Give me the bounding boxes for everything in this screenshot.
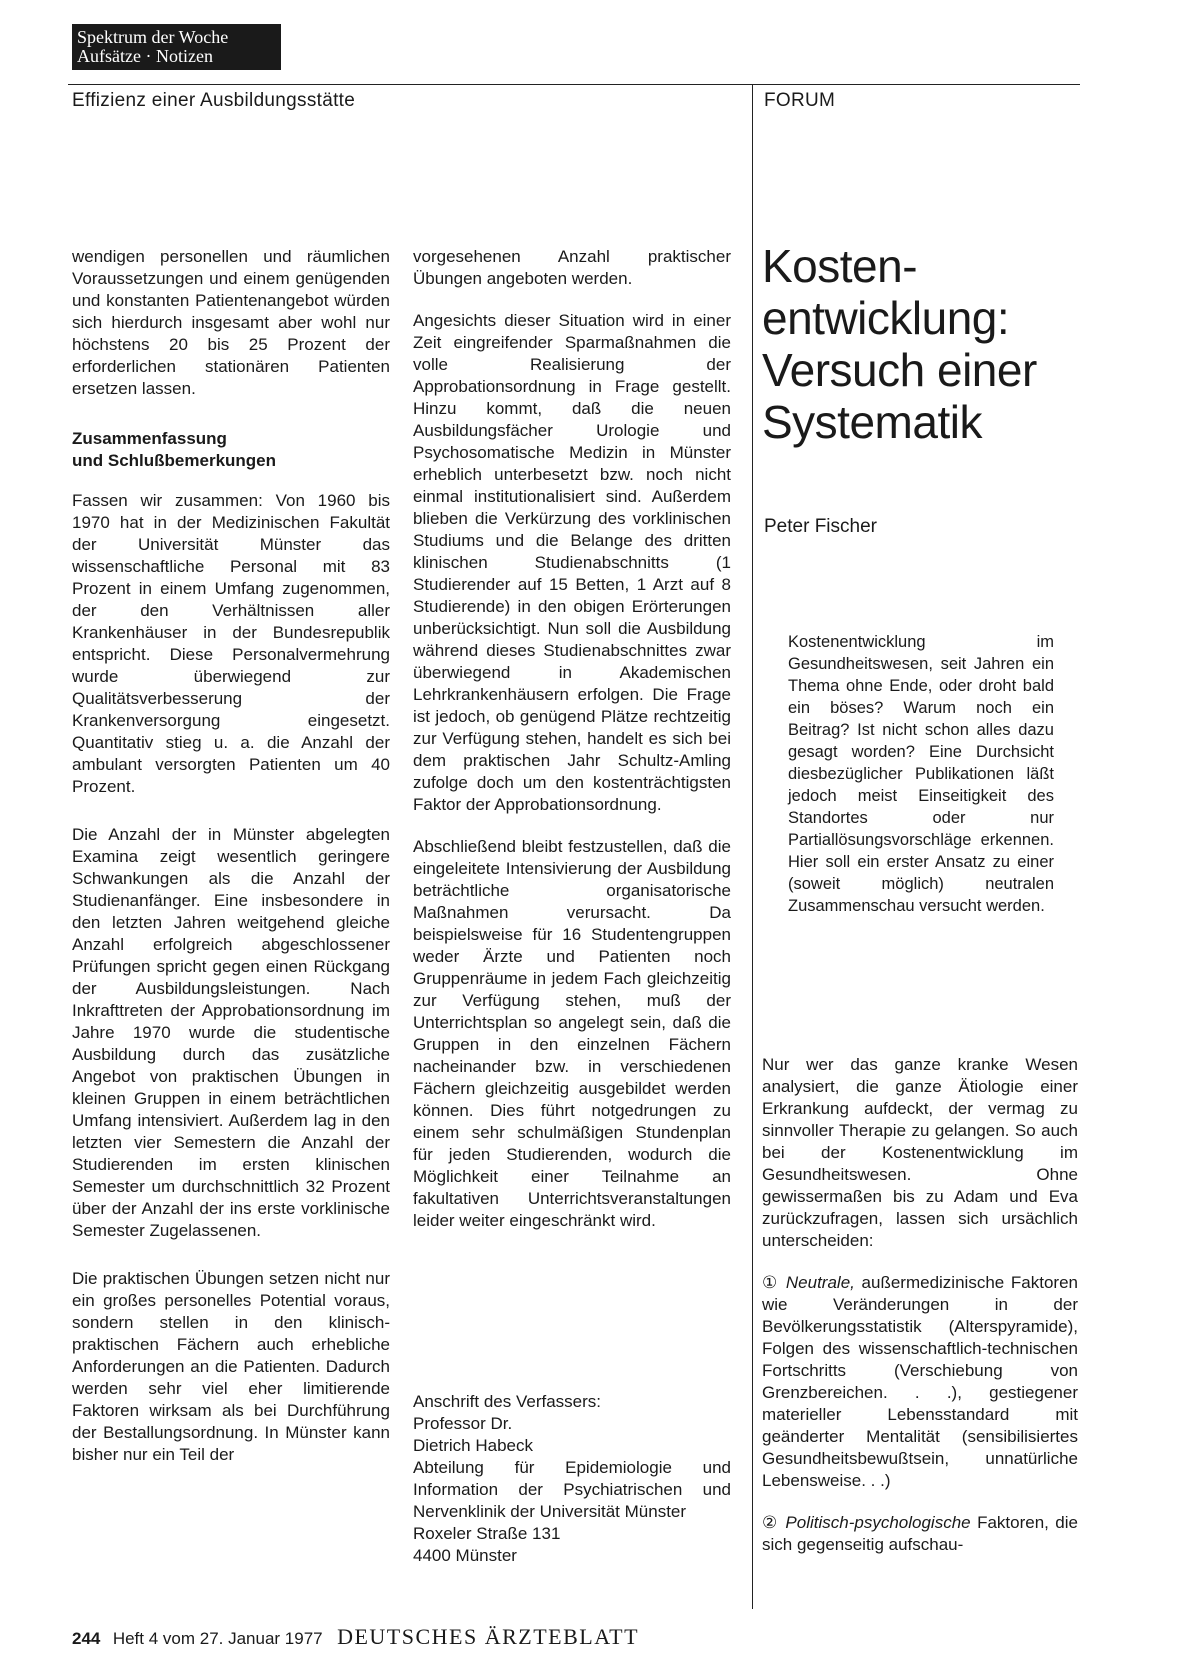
column-divider xyxy=(752,84,753,1609)
author-address xyxy=(413,1391,731,1567)
item-1-text: außermedizinische Faktoren wie Veränderungen in der Bevölkerungsstatistik (Alterspyramide), Folgen des wissenschaftlich-technischen Fortschritts (Verschiebung von Grenzbereichen. . .), gestiegener materieller Lebensstandard mit geänderter Mentalität (sensibilisiertes Gesundheitsbewußtsein, unnatürliche Lebensweise. . .) xyxy=(762,1273,1078,1490)
page-footer xyxy=(72,1624,639,1650)
col2-paragraph-1: vorgesehenen Anzahl praktischer Übungen angeboten werden. xyxy=(413,247,731,288)
section-badge-line2: Aufsätze · Notizen xyxy=(77,46,213,66)
item-2-number: ② xyxy=(762,1513,779,1532)
address-title: Professor Dr. xyxy=(413,1414,513,1433)
column-1 xyxy=(72,246,390,1486)
item-2-term: Politisch-psychologische xyxy=(785,1513,971,1532)
title-line-3: Versuch einer xyxy=(762,344,1037,396)
right-kicker: FORUM xyxy=(764,90,836,111)
col3-paragraph-1: Nur wer das ganze kranke Wesen analysiert, die ganze Ätiologie einer Erkrankung aufdeckt, der vermag zu sinnvoller Therapie zu gelangen. So auch bei der Kostenentwicklung im Gesundheitswesen. Ohne gewissermaßen bis zu Adam und Eva zurückzufragen, lassen sich ursächlich unterscheiden: xyxy=(762,1055,1078,1250)
address-name: Dietrich Habeck xyxy=(413,1436,533,1455)
col1-heading-line1: Zusammenfassung xyxy=(72,429,227,448)
item-1-term: Neutrale, xyxy=(785,1273,855,1292)
lead-paragraph: Kostenentwicklung im Gesundheitswesen, seit Jahren ein Thema ohne Ende, oder droht bald ein böses? Warum noch ein Beitrag? Ist nicht schon alles dazu gesagt worden? Eine Durchsicht diesbezüglicher Publikationen läßt jedoch meist Einseitigkeit des Standortes oder nur Partiallösungsvorschläge erkennen. Hier soll ein erster Ansatz zu einer (soweit möglich) neutralen Zusammenschau versucht werden. xyxy=(788,633,1054,915)
col1-paragraph-4: Die praktischen Übungen setzen nicht nur ein großes personelles Potential voraus, sondern stellen in den klinisch-praktischen Fächern auch erhebliche Anforderungen an die Patienten. Dadurch werden sehr viel eher limitierende Faktoren wirksam als bei Durchführung der Bestallungsordnung. In Münster kann bisher nur ein Teil der xyxy=(72,1269,390,1464)
address-street: Roxeler Straße 131 xyxy=(413,1524,561,1543)
col3-list-item-1 xyxy=(762,1272,1078,1492)
col1-heading xyxy=(72,428,390,472)
col3-list-item-2 xyxy=(762,1512,1078,1556)
column-3 xyxy=(762,1054,1078,1576)
header-rule xyxy=(68,84,1080,85)
title-line-4: Systematik xyxy=(762,396,982,448)
col1-heading-line2: und Schlußbemerkungen xyxy=(72,451,277,470)
issue-info: Heft 4 vom 27. Januar 1977 xyxy=(112,1629,323,1648)
address-city: 4400 Münster xyxy=(413,1546,517,1565)
address-institution: Abteilung für Epidemiologie und Information der Psychiatrischen und Nervenklinik der Universität Münster xyxy=(413,1458,731,1521)
article-title xyxy=(762,240,1082,448)
item-2-text: Faktoren, die sich gegenseitig aufschau- xyxy=(762,1513,1078,1554)
title-line-1: Kosten- xyxy=(762,240,918,292)
col2-paragraph-2: Angesichts dieser Situation wird in einer Zeit eingreifender Sparmaßnahmen die volle Realisierung der Approbationsordnung in Frage gestellt. Hinzu kommt, daß die neuen Ausbildungsfächer Urologie und Psychosomatische Medizin in Münster erheblich unterbesetzt bzw. noch nicht einmal institutionalisiert sind. Außerdem blieben die Verkürzung des vorklinischen Studiums und die Belange des dritten klinischen Studienabschnitts (1 Studierender auf 15 Betten, 1 Arzt auf 8 Studierende) in den obigen Erörterungen unberücksichtigt. Nun soll die Ausbildung während dieses Studienabschnittes zwar überwiegend in Akademischen Lehrkrankenhäusern erfolgen. Die Frage ist jedoch, ob genügend Plätze rechtzeitig zur Verfügung stehen, handelt es sich bei dem praktischen Jahr Schultz-Amling zufolge doch um den kostenträchtigsten Faktor der Approbationsordnung. xyxy=(413,311,731,814)
col1-paragraph-3: Die Anzahl der in Münster abgelegten Examina zeigt wesentlich geringere Schwankungen als die Anzahl der Studienanfänger. Eine insbesondere in den letzten Jahren weitgehend gleiche Anzahl erfolgreich abgeschlossener Prüfungen spricht gegen einen Rückgang der Ausbildungsleistungen. Nach Inkrafttreten der Approbationsordnung im Jahre 1970 wurde die studentische Ausbildung durch das zusätzliche Angebot von praktischen Übungen in kleinen Gruppen in einem beträchtlichen Umfang intensiviert. Außerdem lag in den letzten vier Semestern die Anzahl der Studierenden im ersten klinischen Semester um durchschnittlich 32 Prozent über der Anzahl der ins erste vorklinische Semester Zugelassenen. xyxy=(72,825,390,1240)
section-badge-line1: Spektrum der Woche xyxy=(77,27,229,47)
title-line-2: entwicklung: xyxy=(762,292,1010,344)
column-2 xyxy=(413,246,731,1252)
address-label: Anschrift des Verfassers: xyxy=(413,1392,602,1411)
col1-paragraph-1: wendigen personellen und räumlichen Voraussetzungen und einem genügenden und konstanten Patientenangebot würden sich hierdurch insgesamt aber wohl nur höchstens 20 bis 25 Prozent der erforderlichen stationären Patienten ersetzen lassen. xyxy=(72,247,390,398)
col1-paragraph-2: Fassen wir zusammen: Von 1960 bis 1970 hat in der Medizinischen Fakultät der Universität Münster das wissenschaftliche Personal mit 83 Prozent in einem Umfang zugenommen, der den Verhältnissen aller Krankenhäuser in der Bundesrepublik entspricht. Diese Personalvermehrung wurde überwiegend zur Qualitätsverbesserung der Krankenversorgung eingesetzt. Quantitativ stieg u. a. die Anzahl der ambulant versorgten Patienten um 40 Prozent. xyxy=(72,491,390,796)
author-name: Peter Fischer xyxy=(764,516,877,537)
magazine-name: DEUTSCHES ÄRZTEBLATT xyxy=(337,1624,640,1649)
page-number: 244 xyxy=(72,1629,101,1648)
section-badge xyxy=(72,24,281,70)
item-1-number: ① xyxy=(762,1273,780,1292)
col2-paragraph-3: Abschließend bleibt festzustellen, daß die eingeleitete Intensivierung der Ausbildung beträchtliche organisatorische Maßnahmen verursacht. Da beispielsweise für 16 Studentengruppen weder Ärzte und Patienten noch Gruppenräume in jedem Fach gleichzeitig zur Verfügung stehen, muß der Unterrichtsplan so angelegt sein, daß die Gruppen in den einzelnen Fächern nacheinander bzw. in verschiedenen Fächern gleichzeitig ausgebildet werden können. Dies führt notgedrungen zu einem sehr schulmäßigen Stundenplan für jeden Studierenden, wodurch die Möglichkeit einer Teilnahme an fakultativen Unterrichtsveranstaltungen leider weiter eingeschränkt wird. xyxy=(413,837,731,1230)
left-kicker: Effizienz einer Ausbildungsstätte xyxy=(72,90,356,111)
